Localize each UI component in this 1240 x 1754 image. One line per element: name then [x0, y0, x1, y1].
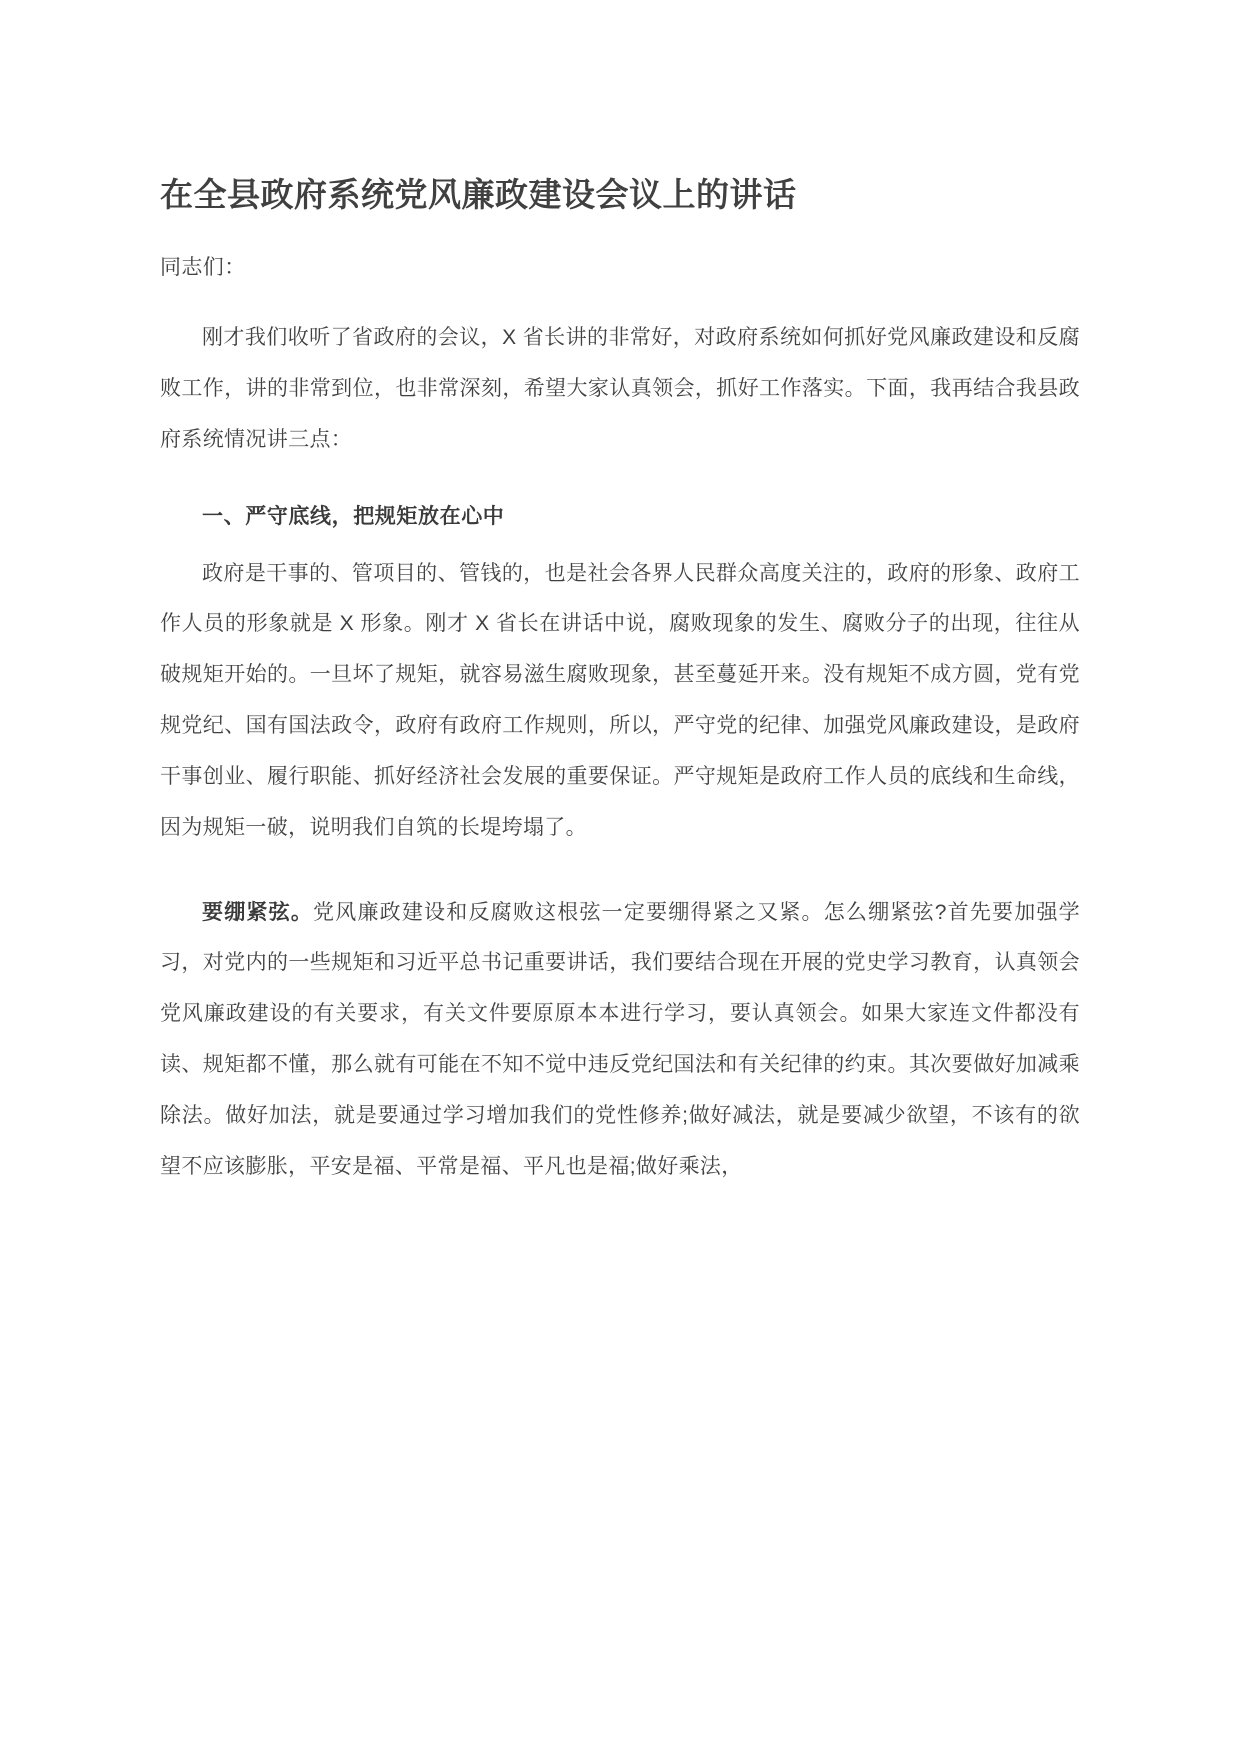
paragraph-lead-bold: 要绷紧弦。: [202, 900, 314, 924]
salutation: 同志们：: [160, 255, 246, 279]
paragraph-lead-rest: 党风廉政建设和反腐败这根弦一定要绷得紧之又紧。怎么绷紧弦?首先要加强学习，对党内的一些规矩和习近平总书记重要讲话，我们要结合现在开展的党史学习教育，认真领会党风廉政建设的有关要求，有关文件要原原本本进行学习，要认真领会。如果大家连文件都没有读、规矩都不懂，那么就有可能在不知不觉中违反党纪国法和有关纪律的约束。其次要做好加减乘除法。做好加法，就是要通过学习增加我们的党性修养;做好减法，就是要减少欲望，不该有的欲望不应该膨胀，平安是福、平常是福、平凡也是福;做好乘法，: [160, 900, 1080, 1178]
block-spacer: [160, 480, 1080, 492]
paragraph-intro: 刚才我们收听了省政府的会议，X 省长讲的非常好，对政府系统如何抓好党风廉政建设和反腐败工作，讲的非常到位，也非常深刻，希望大家认真领会，抓好工作落实。下面，我再结合我县政府系统情况讲三点：: [160, 326, 1080, 452]
page-title: 在全县政府系统党风廉政建设会议上的讲话: [160, 176, 797, 213]
paragraph-tighten-string: [160, 888, 1080, 1193]
paragraph-section-one-body: 政府是干事的、管项目的、管钱的，也是社会各界人民群众高度关注的，政府的形象、政府工作人员的形象就是 X 形象。刚才 X 省长在讲话中说，腐败现象的发生、腐败分子的出现，往往从破规矩开始的。一旦坏了规矩，就容易滋生腐败现象，甚至蔓延开来。没有规矩不成方圆，党有党规党纪、国有国法政令，政府有政府工作规则，所以，严守党的纪律、加强党风廉政建设，是政府干事创业、履行职能、抓好经济社会发展的重要保证。严守规矩是政府工作人员的底线和生命线，因为规矩一破，说明我们自筑的长堤垮塌了。: [160, 561, 1080, 839]
block-spacer: [160, 868, 1080, 888]
section-heading-one: 一、严守底线，把规矩放在心中: [202, 504, 505, 528]
